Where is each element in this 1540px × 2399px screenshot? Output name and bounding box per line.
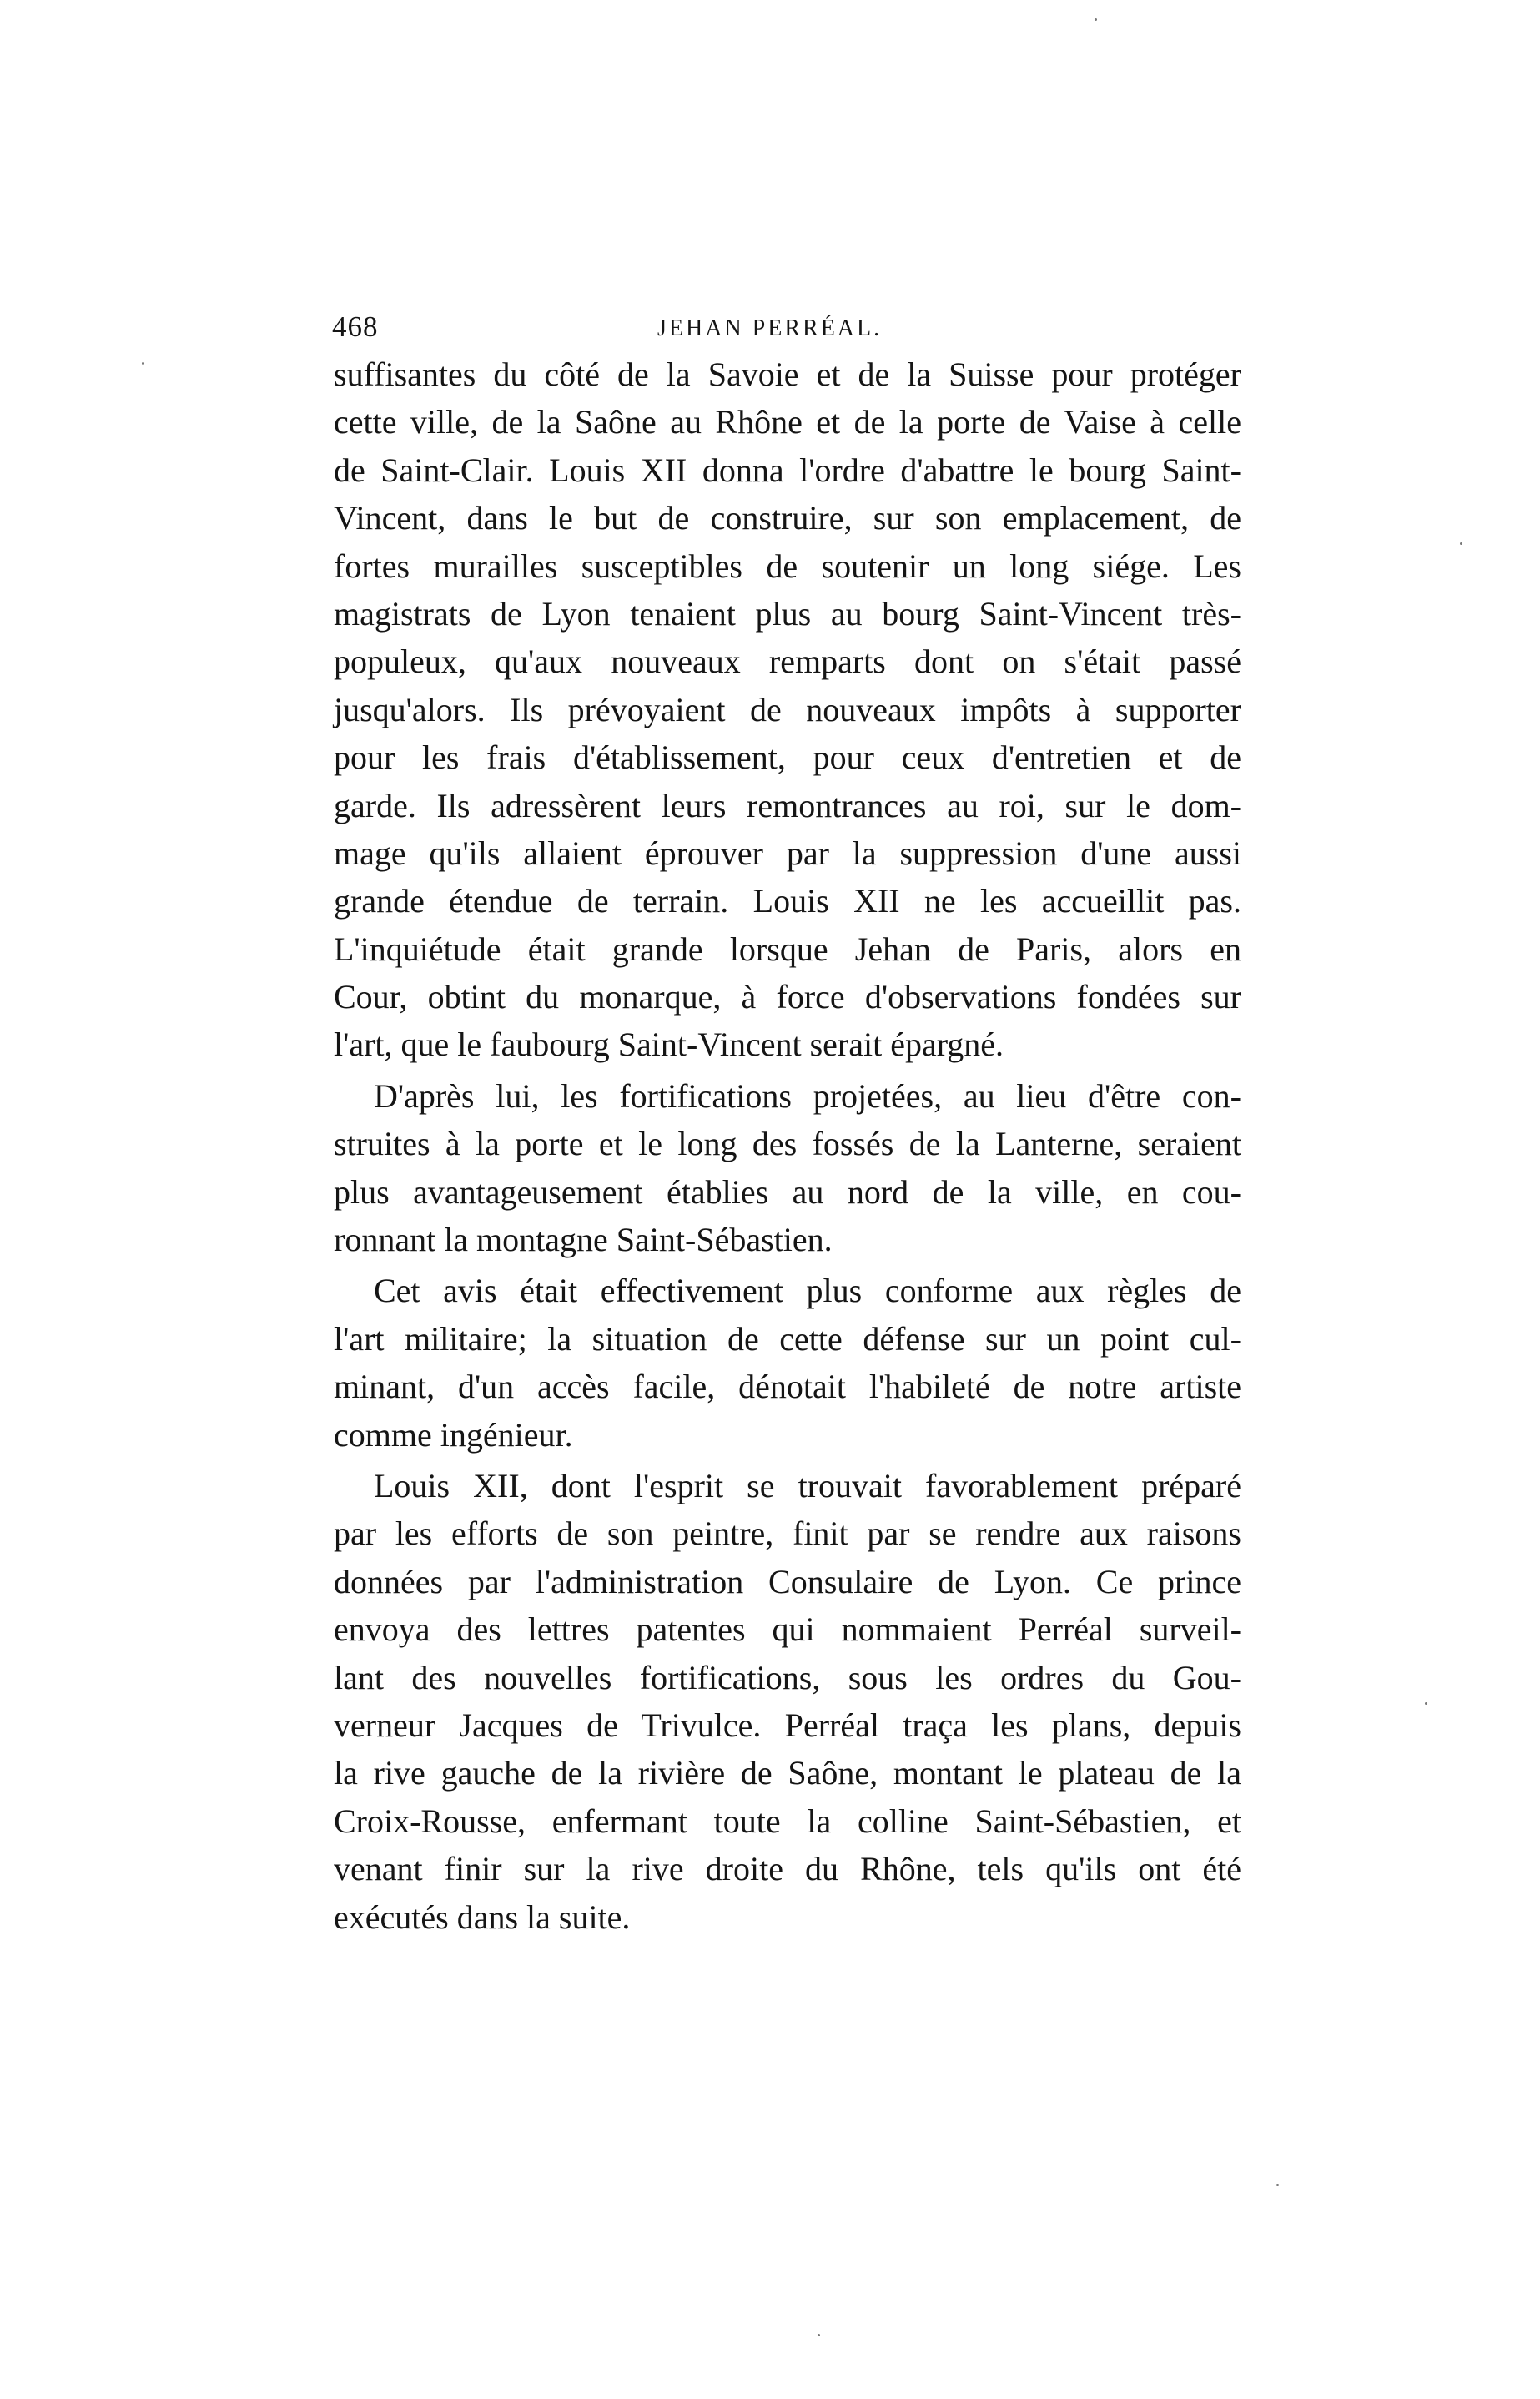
text-line: minant, d'un accès facile, dénotait l'habileté de notre artiste bbox=[334, 1368, 1241, 1406]
text-line: jusqu'alors. Ils prévoyaient de nouveaux impôts à supporter bbox=[334, 690, 1241, 728]
text-line: lant des nouvelles fortifications, sous les ordres du Gou- bbox=[334, 1658, 1241, 1696]
text-line: la rive gauche de la rivière de Saône, montant le plateau de la bbox=[334, 1754, 1241, 1792]
body-text bbox=[334, 350, 1241, 1941]
running-head bbox=[332, 310, 1241, 352]
text-line: magistrats de Lyon tenaient plus au bourg Saint-Vincent très- bbox=[334, 594, 1241, 633]
text-line: L'inquiétude était grande lorsque Jehan de Paris, alors en bbox=[334, 930, 1241, 968]
text-line: ronnant la montagne Saint-Sébastien. bbox=[334, 1221, 833, 1259]
text-line: données par l'administration Consulaire de Lyon. Ce prince bbox=[334, 1562, 1241, 1600]
running-title: JEHAN PERRÉAL. bbox=[657, 315, 883, 341]
text-line: Vincent, dans le but de construire, sur son emplacement, de bbox=[334, 499, 1241, 537]
scan-speck bbox=[1425, 1702, 1427, 1705]
scan-speck bbox=[1460, 542, 1462, 545]
text-line: Cet avis était effectivement plus conforme aux règles de bbox=[374, 1272, 1241, 1310]
paragraph bbox=[334, 1267, 1241, 1459]
text-line: Cour, obtint du monarque, à force d'observations fondées sur bbox=[334, 978, 1241, 1016]
scan-speck bbox=[142, 362, 144, 365]
paragraph bbox=[334, 1462, 1241, 1941]
text-line: verneur Jacques de Trivulce. Perréal traça les plans, depuis bbox=[334, 1706, 1241, 1744]
text-line: fortes murailles susceptibles de soutenir un long siége. Les bbox=[334, 547, 1241, 585]
text-line: grande étendue de terrain. Louis XII ne les accueillit pas. bbox=[334, 882, 1241, 920]
text-line: cette ville, de la Saône au Rhône et de la porte de Vaise à celle bbox=[334, 403, 1241, 441]
text-line: l'art, que le faubourg Saint-Vincent serait épargné. bbox=[334, 1026, 1004, 1064]
text-line: populeux, qu'aux nouveaux remparts dont on s'était passé bbox=[334, 643, 1241, 681]
scan-speck bbox=[1276, 2184, 1279, 2186]
text-line: de Saint-Clair. Louis XII donna l'ordre d'abattre le bourg Saint- bbox=[334, 451, 1241, 489]
text-line: garde. Ils adressèrent leurs remontrances au roi, sur le dom- bbox=[334, 786, 1241, 824]
text-line: suffisantes du côté de la Savoie et de la Suisse pour protéger bbox=[334, 355, 1241, 393]
text-line: comme ingénieur. bbox=[334, 1415, 573, 1454]
text-line: plus avantageusement établies au nord de la ville, en cou- bbox=[334, 1172, 1241, 1211]
paragraph bbox=[334, 350, 1241, 1069]
text-line: mage qu'ils allaient éprouver par la suppression d'une aussi bbox=[334, 834, 1241, 872]
scan-speck bbox=[1095, 18, 1097, 21]
text-line: D'après lui, les fortifications projetées, au lieu d'être con- bbox=[374, 1076, 1241, 1115]
text-line: Louis XII, dont l'esprit se trouvait favorablement préparé bbox=[374, 1466, 1241, 1504]
text-line: exécutés dans la suite. bbox=[334, 1898, 631, 1936]
text-line: l'art militaire; la situation de cette défense sur un point cul- bbox=[334, 1319, 1241, 1358]
paragraph bbox=[334, 1072, 1241, 1264]
scan-speck bbox=[818, 2334, 820, 2336]
page-number: 468 bbox=[332, 310, 379, 343]
text-line: struites à la porte et le long des fossés de la Lanterne, seraient bbox=[334, 1125, 1241, 1163]
text-line: venant finir sur la rive droite du Rhône, tels qu'ils ont été bbox=[334, 1850, 1241, 1888]
text-line: par les efforts de son peintre, finit par se rendre aux raisons bbox=[334, 1514, 1241, 1553]
text-line: Croix-Rousse, enfermant toute la colline Saint-Sébastien, et bbox=[334, 1802, 1241, 1840]
text-line: envoya des lettres patentes qui nommaient Perréal surveil- bbox=[334, 1610, 1241, 1649]
text-line: pour les frais d'établissement, pour ceux d'entretien et de bbox=[334, 738, 1241, 777]
